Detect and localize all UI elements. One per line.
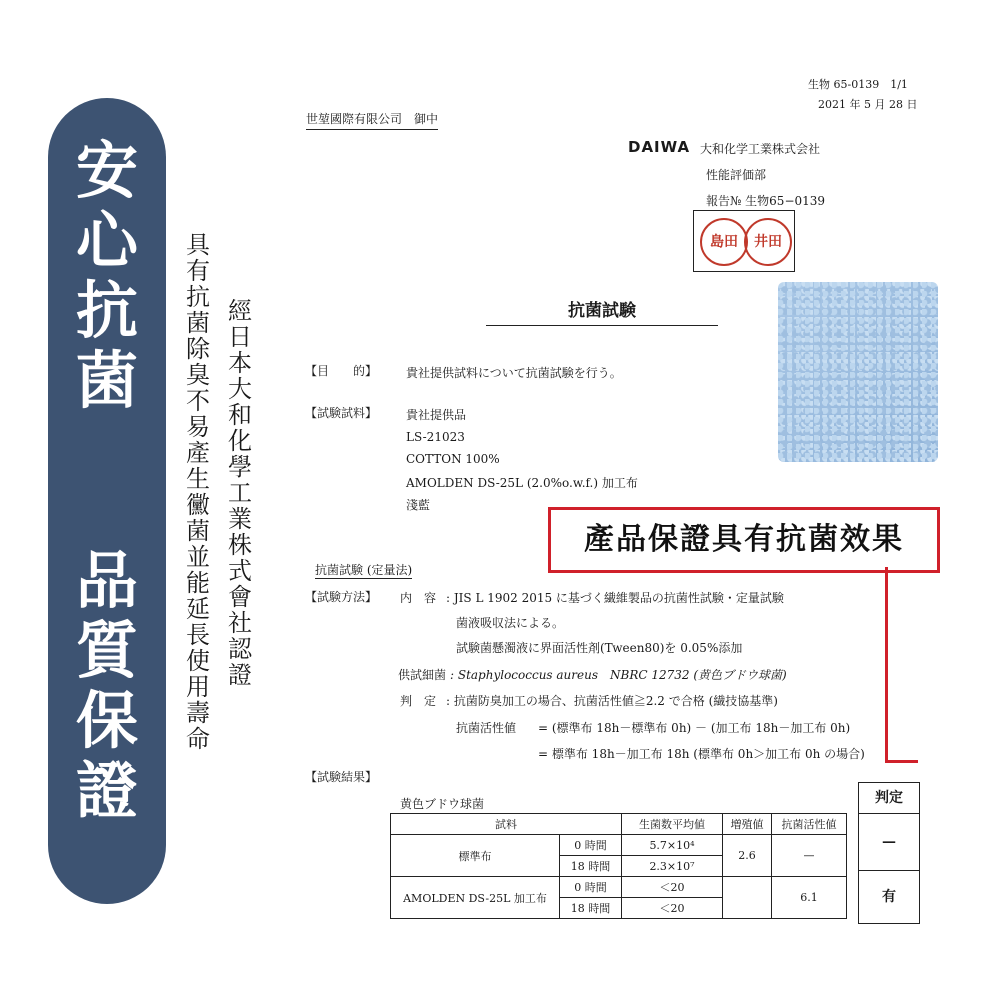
- headline-char: 菌: [75, 344, 138, 417]
- promo-banner: [48, 98, 166, 904]
- bacteria-name: 黄色ブドウ球菌: [400, 797, 485, 811]
- judge-label: 判 定: [400, 694, 437, 708]
- strain-label: 供試細菌: [398, 668, 447, 682]
- judgement-standard: —: [859, 814, 919, 871]
- growth-cell: [723, 877, 772, 919]
- callout-connector: [885, 760, 918, 763]
- activity-cell: 6.1: [772, 877, 847, 919]
- count-cell: ＜20: [622, 877, 723, 898]
- count-cell: ＜20: [622, 898, 723, 919]
- callout-box: 產品保證具有抗菌效果: [548, 507, 940, 573]
- time-cell: 0 時間: [560, 877, 622, 898]
- activity-formula: = 標準布 18h－加工布 18h (標準布 0h＞加工布 0h の場合): [538, 747, 865, 761]
- sample-line: LS-21023: [406, 430, 465, 444]
- method-title: 抗菌試験 (定量法): [315, 563, 413, 577]
- activity-cell: —: [772, 835, 847, 877]
- time-cell: 0 時間: [560, 835, 622, 856]
- content-line: 試験菌懸濁液に界面活性剤(Tween80)を 0.05%添加: [456, 641, 743, 655]
- seal-stamp-1: 島田: [700, 218, 748, 266]
- judgement-treated: 有: [882, 889, 896, 905]
- header-cell: 生菌数平均値: [622, 814, 723, 835]
- method-label: 【試験方法】: [305, 590, 378, 604]
- purpose-text: 貴社提供試料について抗菌試験を行う。: [406, 366, 622, 380]
- strain-text: : Staphylococcus aureus NBRC 12732 (黄色ブドウ球菌): [450, 668, 787, 682]
- count-cell: 5.7×10⁴: [622, 835, 723, 856]
- fabric-sample-photo: [778, 282, 938, 462]
- sample-line: 貴社提供品: [406, 408, 467, 422]
- sample-line: COTTON 100%: [406, 452, 500, 466]
- headline-char: 品: [75, 544, 138, 617]
- time-cell: 18 時間: [560, 898, 622, 919]
- table-row: [391, 877, 847, 898]
- headline-char: 心: [75, 204, 138, 277]
- header-cell: 抗菌活性値: [772, 814, 847, 835]
- activity-label: 抗菌活性値: [456, 721, 517, 735]
- headline-char: 安: [75, 134, 138, 207]
- report-number: 報告№ 生物65−0139: [706, 194, 826, 208]
- judge-criterion: : 抗菌防臭加工の場合、抗菌活性値≧2.2 で合格 (繊技協基準): [446, 694, 778, 708]
- sample-cell: AMOLDEN DS-25L 加工布: [391, 877, 560, 919]
- header-cell: 増殖値: [723, 814, 772, 835]
- sample-line: 淺藍: [406, 498, 431, 512]
- vertical-claim-1: 具有抗菌除臭不易產生黴菌並能延長使用壽命: [186, 231, 210, 753]
- activity-formula: = (標準布 18h－標準布 0h) － (加工布 18h－加工布 0h): [538, 721, 851, 735]
- headline-char: 質: [75, 614, 138, 687]
- content-line: : JIS L 1902 2015 に基づく繊維製品の抗菌性試験・定量試験: [446, 591, 784, 605]
- doc-date: 2021 年 5 月 28 日: [818, 98, 918, 111]
- sample-line: AMOLDEN DS-25L (2.0%o.w.f.) 加工布: [406, 476, 638, 490]
- doc-reference: 生物 65-0139 1/1: [808, 78, 908, 91]
- callout-connector: [885, 567, 888, 763]
- company-name: 大和化学工業株式会社: [700, 142, 821, 156]
- table-row: [391, 835, 847, 856]
- content-label: 内 容: [400, 591, 437, 605]
- count-cell: 2.3×10⁷: [622, 856, 723, 877]
- headline-char: 證: [75, 754, 138, 827]
- results-label: 【試験結果】: [305, 770, 378, 784]
- sample-cell: 標準布: [391, 835, 560, 877]
- judgement-box: [858, 782, 920, 924]
- sample-label: 【試験試料】: [305, 406, 378, 420]
- judgement-header: 判定: [859, 783, 919, 814]
- content-line: 菌液吸収法による。: [456, 616, 565, 630]
- header-cell: 試料: [391, 814, 622, 835]
- table-header-row: [391, 814, 847, 835]
- seal-stamp-2: 井田: [744, 218, 792, 266]
- daiwa-logo: DAIWA: [628, 138, 691, 156]
- time-cell: 18 時間: [560, 856, 622, 877]
- department: 性能評価部: [706, 168, 767, 182]
- doc-title: 抗菌試験: [486, 296, 718, 326]
- results-table: [390, 813, 847, 919]
- headline-char: 保: [75, 684, 138, 757]
- vertical-claim-2: 經日本大和化學工業株式會社認證: [228, 297, 252, 689]
- addressee: 世堃國際有限公司 御中: [306, 110, 438, 130]
- headline-char: 抗: [75, 274, 138, 347]
- growth-cell: 2.6: [723, 835, 772, 877]
- purpose-label: 【目 的】: [305, 364, 378, 378]
